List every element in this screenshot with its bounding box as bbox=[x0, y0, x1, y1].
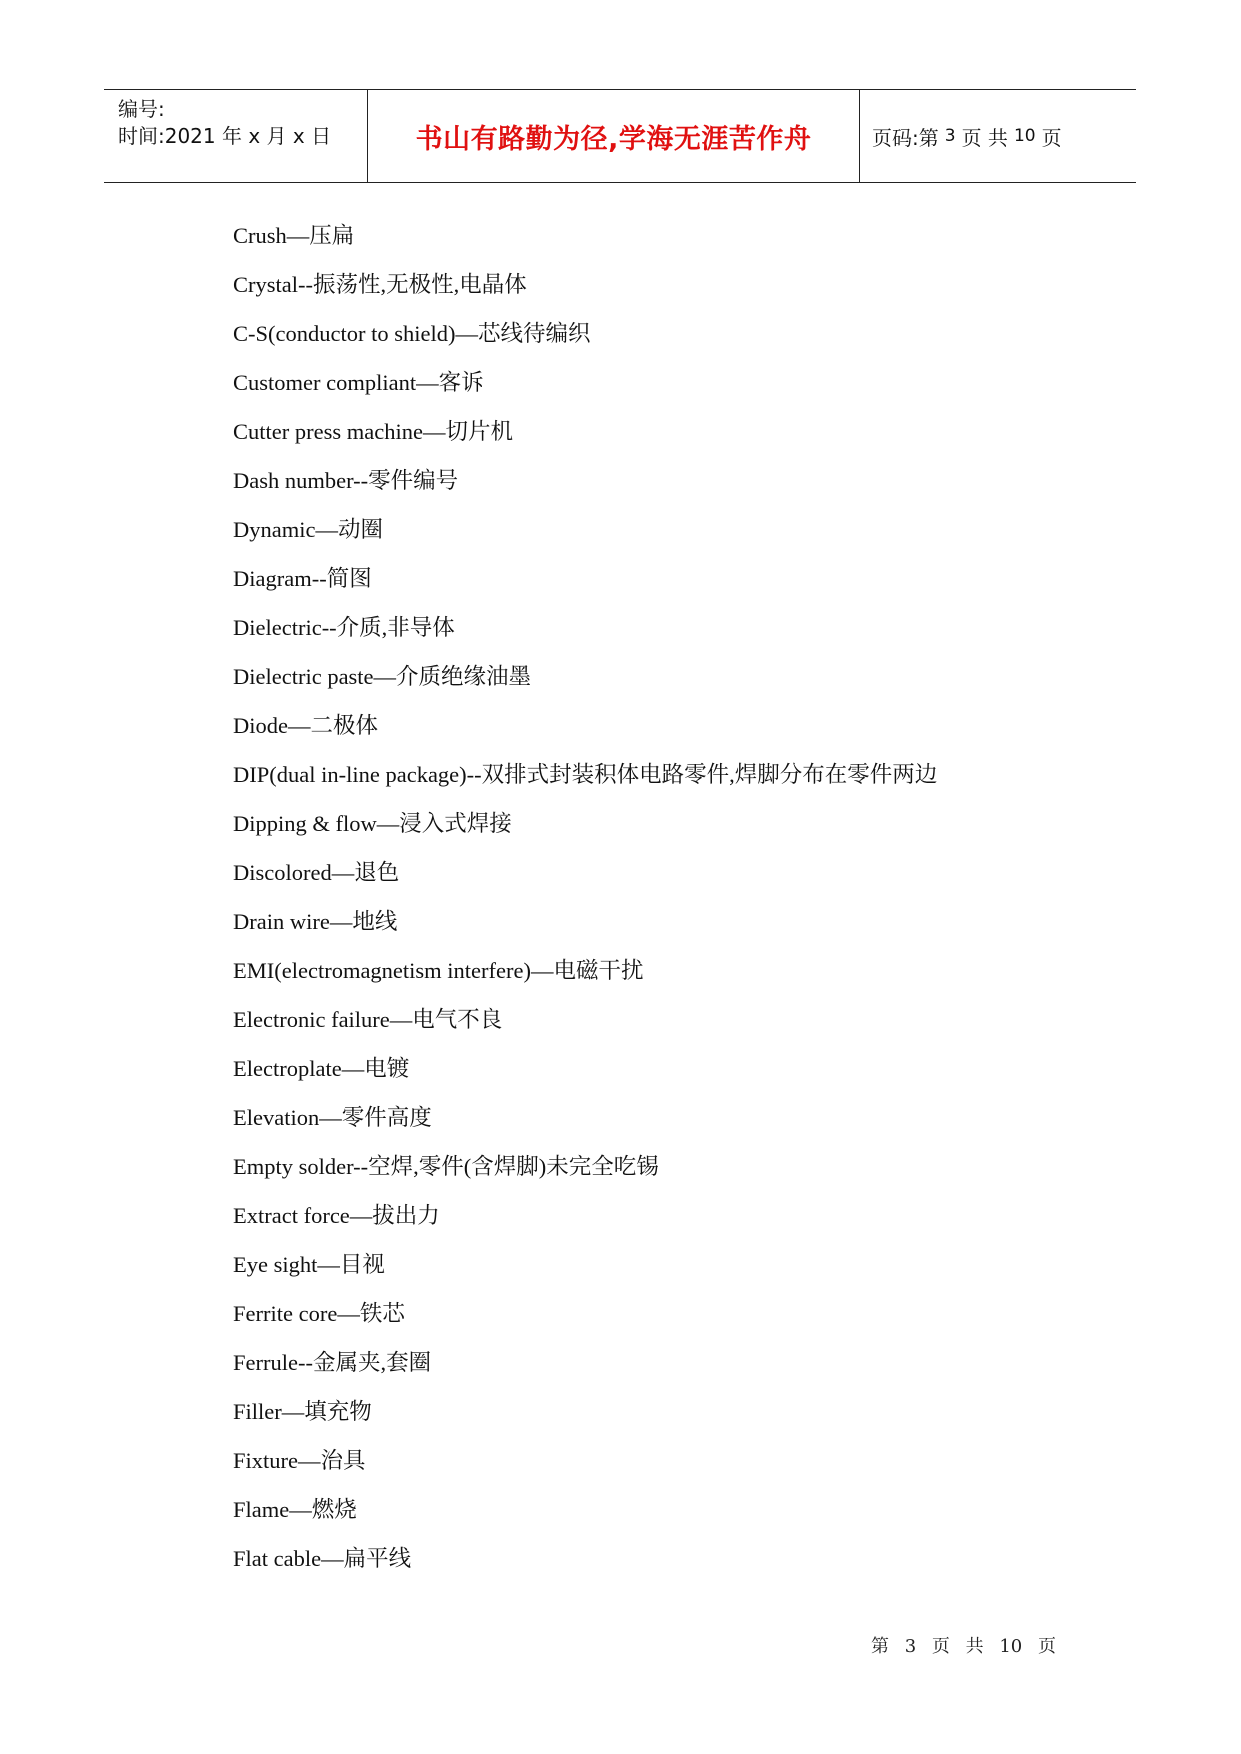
glossary-entry: Flat cable—扁平线 bbox=[233, 1546, 412, 1571]
glossary-entry: Crush—压扁 bbox=[233, 223, 355, 248]
glossary-entry: Drain wire—地线 bbox=[233, 909, 398, 934]
header-page-cell bbox=[860, 90, 1136, 182]
page-footer bbox=[0, 1632, 1056, 1658]
glossary-entry: Customer compliant—客诉 bbox=[233, 370, 484, 395]
header-page-current: 3 bbox=[944, 126, 956, 146]
glossary-entry: Cutter press machine—切片机 bbox=[233, 419, 513, 444]
header-motto-cell bbox=[368, 90, 860, 182]
glossary-entry: Flame—燃烧 bbox=[233, 1497, 357, 1522]
header-motto: 书山有路勤为径,学海无涯苦作舟 bbox=[415, 123, 812, 155]
glossary-entry: Filler—填充物 bbox=[233, 1399, 372, 1424]
document-number-label: 编号: bbox=[118, 97, 165, 121]
glossary-entry: Fixture—治具 bbox=[233, 1448, 366, 1473]
footer-suffix: 页 bbox=[1038, 1636, 1056, 1657]
footer-page-current: 3 bbox=[904, 1636, 917, 1657]
glossary-entry: Discolored—退色 bbox=[233, 860, 400, 885]
glossary-entry: Empty solder--空焊,零件(含焊脚)未完全吃锡 bbox=[233, 1154, 659, 1179]
header-page-middle: 页 共 bbox=[961, 125, 1008, 150]
glossary-entry: Dielectric paste—介质绝缘油墨 bbox=[233, 664, 532, 689]
glossary-entry: Electroplate—电镀 bbox=[233, 1056, 410, 1081]
header-page-prefix: 页码:第 bbox=[872, 125, 939, 150]
glossary-entry: Ferrule--金属夹,套圈 bbox=[233, 1350, 432, 1375]
document-date-label: 时间:2021 年 x 月 x 日 bbox=[118, 124, 332, 148]
header-page-total: 10 bbox=[1013, 126, 1036, 146]
footer-prefix: 第 bbox=[870, 1636, 889, 1657]
glossary-entry: Crystal--振荡性,无极性,电晶体 bbox=[233, 272, 527, 297]
header-meta-cell bbox=[104, 90, 368, 182]
glossary-entry: Dash number--零件编号 bbox=[233, 468, 459, 493]
glossary-entry: Extract force—拔出力 bbox=[233, 1203, 440, 1228]
footer-page-label: 页 bbox=[931, 1636, 950, 1657]
glossary-entry: Dielectric--介质,非导体 bbox=[233, 615, 455, 640]
glossary-list bbox=[233, 218, 1133, 1590]
footer-total-label: 共 bbox=[965, 1636, 984, 1657]
header-page-info bbox=[872, 90, 1062, 182]
glossary-entry: Diagram--简图 bbox=[233, 566, 372, 591]
glossary-entry: Elevation—零件高度 bbox=[233, 1105, 432, 1130]
glossary-entry: Eye sight—目视 bbox=[233, 1252, 385, 1277]
glossary-entry: DIP(dual in-line package)--双排式封装积体电路零件,焊脚分布在零件两边 bbox=[233, 762, 938, 787]
glossary-entry: EMI(electromagnetism interfere)—电磁干扰 bbox=[233, 958, 644, 983]
glossary-entry: C-S(conductor to shield)—芯线待编织 bbox=[233, 321, 591, 346]
glossary-entry: Diode—二极体 bbox=[233, 713, 378, 738]
glossary-entry: Electronic failure—电气不良 bbox=[233, 1007, 503, 1032]
footer-page-total: 10 bbox=[999, 1636, 1023, 1657]
glossary-entry: Dynamic—动圈 bbox=[233, 517, 383, 542]
page-header-table bbox=[104, 89, 1136, 183]
glossary-entry: Ferrite core—铁芯 bbox=[233, 1301, 405, 1326]
header-page-suffix: 页 bbox=[1041, 125, 1062, 150]
glossary-entry: Dipping & flow—浸入式焊接 bbox=[233, 811, 512, 836]
